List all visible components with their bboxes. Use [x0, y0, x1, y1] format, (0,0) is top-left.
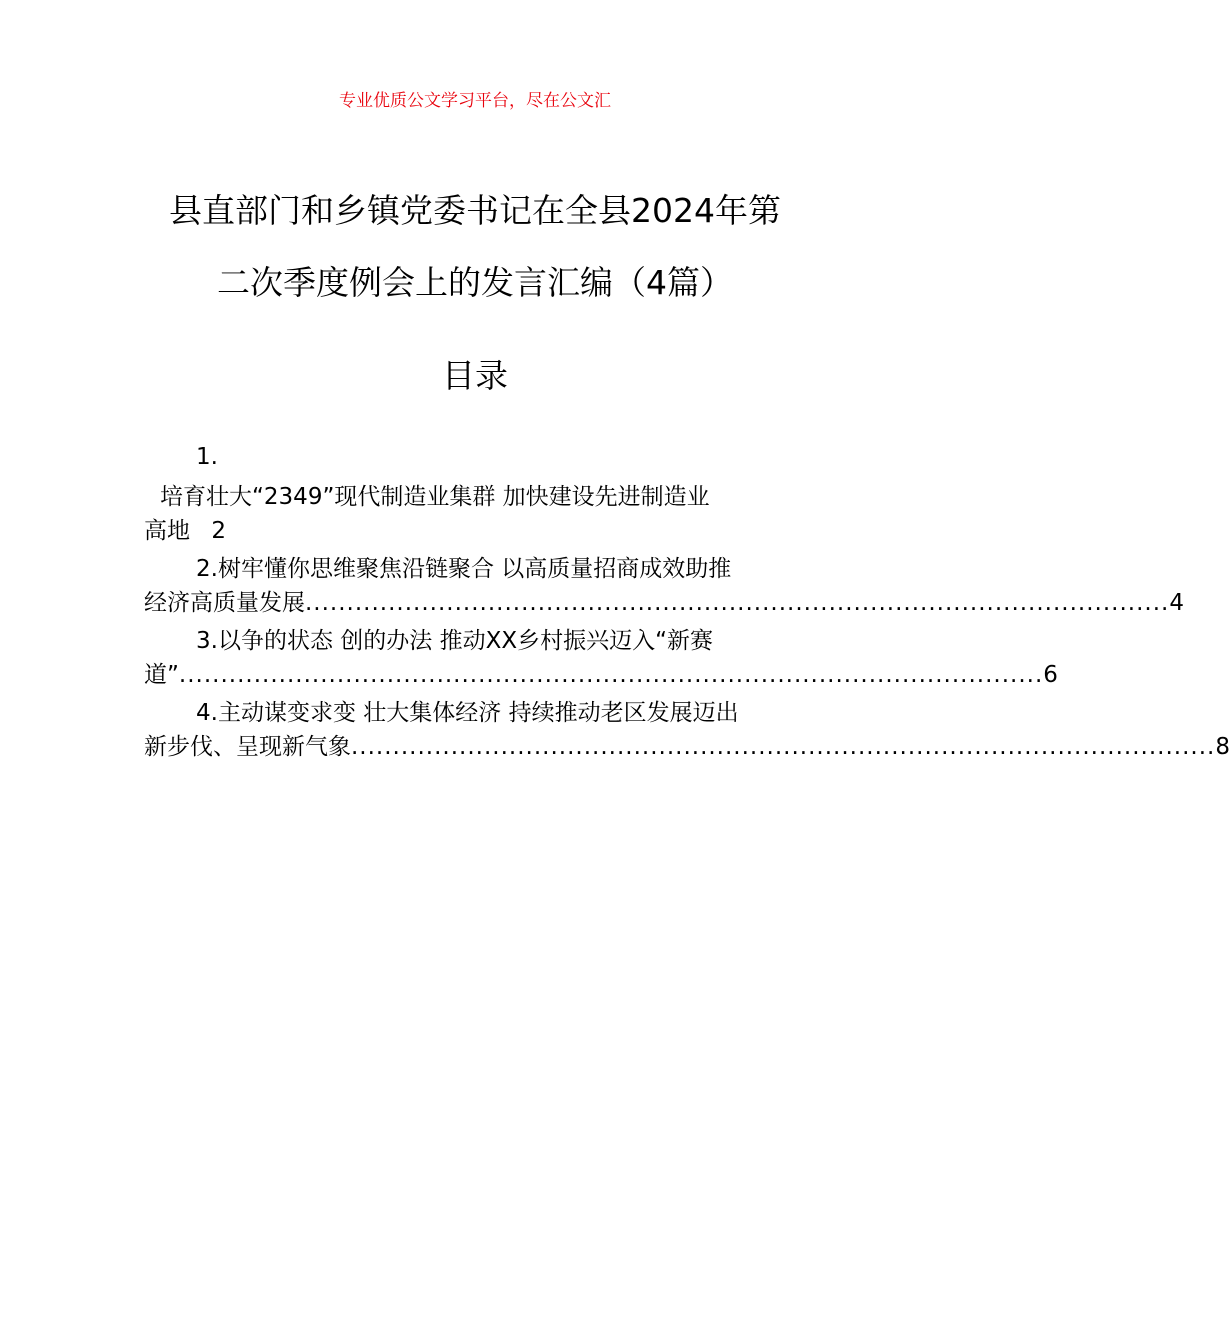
toc-entry-1-number: 1. [196, 444, 218, 470]
toc-entry-2-line2-row [144, 586, 1184, 620]
document-title [140, 175, 810, 319]
toc-entry-2[interactable] [144, 552, 1184, 620]
toc-entry-3-line2-row [144, 658, 1058, 692]
toc-entry-4[interactable] [144, 696, 1230, 764]
toc-entry-1[interactable] [144, 440, 808, 548]
toc-entry-4-line1: 4.主动谋变求变 壮大集体经济 持续推动老区发展迈出 [196, 700, 739, 726]
toc-entry-4-line2-row [144, 730, 1230, 764]
toc-entry-4-leader-dots: ........................................................................................................ [351, 734, 1216, 760]
toc-entry-3-leader-dots: ........................................................................................................ [178, 662, 1044, 688]
header-banner: 专业优质公文学习平台，尽在公文汇 [339, 91, 611, 111]
toc-entry-3-page: 6 [1043, 662, 1058, 688]
title-line-1: 县直部门和乡镇党委书记在全县2024年第 [169, 191, 781, 230]
toc-entry-2-leader-dots: ........................................................................................................ [305, 590, 1170, 616]
toc-entry-1-line2: 高地 [144, 518, 190, 544]
table-of-contents [144, 440, 1230, 764]
toc-entry-4-line2: 新步伐、呈现新气象 [144, 734, 351, 760]
toc-entry-2-page: 4 [1169, 590, 1184, 616]
toc-entry-1-line1: 培育壮大“2349”现代制造业集群 加快建设先进制造业 [160, 484, 710, 510]
toc-heading: 目录 [442, 356, 508, 395]
toc-entry-2-line2: 经济高质量发展 [144, 590, 305, 616]
title-line-2: 二次季度例会上的发言汇编（4篇） [217, 263, 733, 302]
toc-entry-3-line1: 3.以争的状态 创的办法 推动XX乡村振兴迈入“新赛 [196, 628, 713, 654]
toc-entry-1-page: 2 [211, 518, 226, 544]
toc-entry-3-line2: 道” [144, 662, 179, 688]
toc-entry-4-page: 8 [1215, 734, 1230, 760]
toc-entry-3[interactable] [144, 624, 1058, 692]
toc-entry-1-line2-row [144, 514, 808, 548]
toc-entry-2-line1: 2.树牢懂你思维聚焦沿链聚合 以高质量招商成效助推 [196, 556, 732, 582]
